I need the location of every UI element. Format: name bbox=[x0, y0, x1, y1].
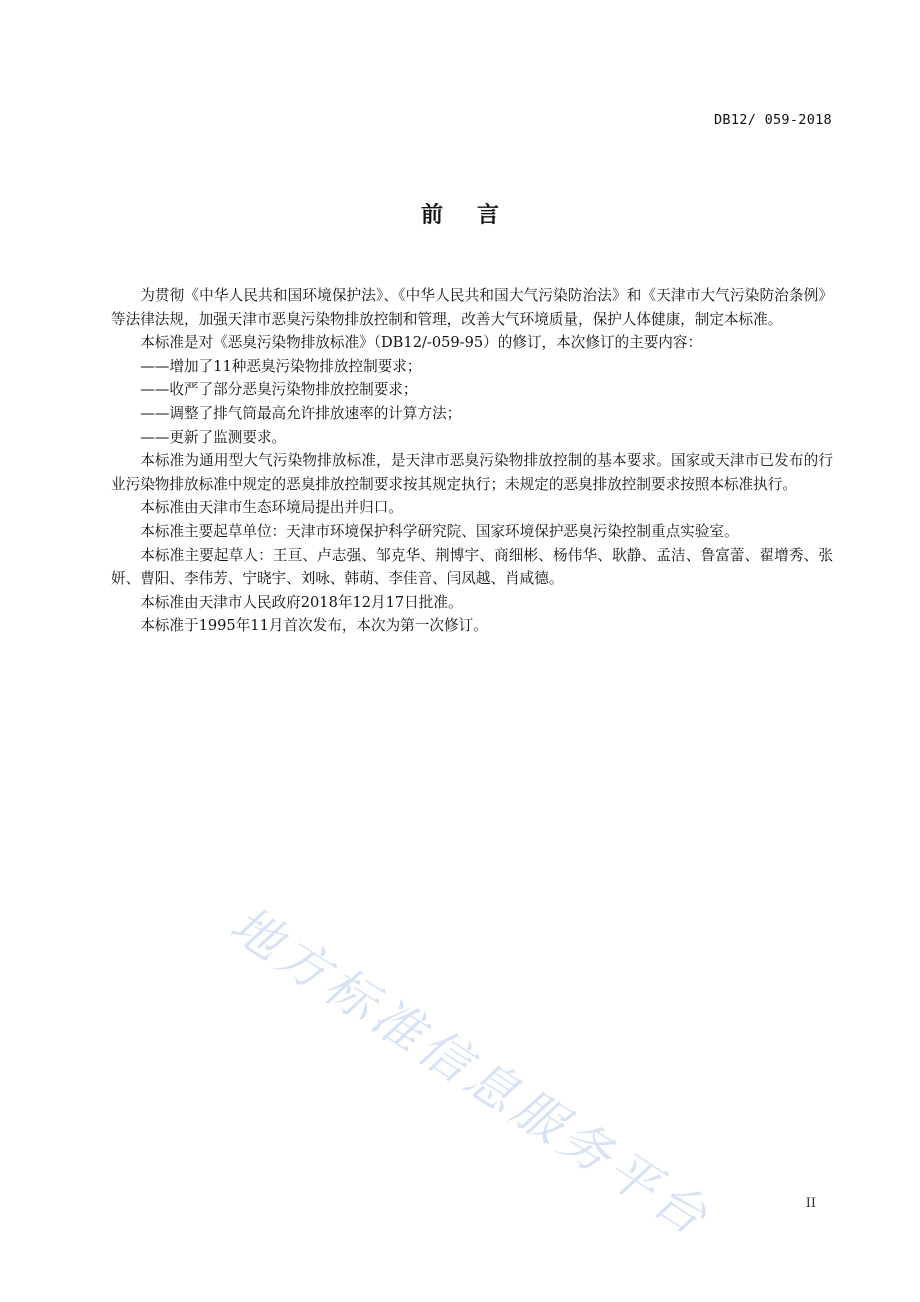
document-code: DB12/ 059-2018 bbox=[714, 112, 832, 128]
paragraph-drafting-units: 本标准主要起草单位：天津市环境保护科学研究院、国家环境保护恶臭污染控制重点实验室。 bbox=[140, 522, 739, 540]
list-item: ——增加了11种恶臭污染物排放控制要求； bbox=[140, 357, 422, 375]
title-char-2: 言 bbox=[477, 203, 500, 228]
page-title bbox=[0, 198, 920, 229]
title-char-1: 前 bbox=[420, 203, 443, 228]
paragraph-proposer: 本标准由天津市生态环境局提出并归口。 bbox=[140, 499, 403, 517]
paragraph-purpose: 为贯彻《中华人民共和国环境保护法》、《中华人民共和国大气污染防治法》和《天津市大气污染防治条例》等法律法规，加强天津市恶臭污染物排放控制和管理，改善大气环境质量，保护人体健康，制定本标准。 bbox=[111, 287, 833, 328]
paragraph-history: 本标准于1995年11月首次发布，本次为第一次修订。 bbox=[140, 617, 488, 635]
list-item: ——调整了排气筒最高允许排放速率的计算方法； bbox=[140, 404, 462, 422]
paragraph-scope: 本标准为通用型大气污染物排放标准，是天津市恶臭污染物排放控制的基本要求。国家或天津市已发布的行业污染物排放标准中规定的恶臭排放控制要求按其规定执行；未规定的恶臭排放控制要求按照本标准执行。 bbox=[111, 452, 833, 493]
foreword-body bbox=[111, 284, 833, 638]
paragraph-approval: 本标准由天津市人民政府2018年12月17日批准。 bbox=[140, 593, 463, 611]
page-number: II bbox=[805, 1196, 816, 1211]
paragraph-drafters: 本标准主要起草人：王亘、卢志强、邹克华、荆博宇、商细彬、杨伟华、耿静、孟洁、鲁富蕾、翟增秀、张妍、曹阳、李伟芳、宁晓宇、刘咏、韩萌、李佳音、闫凤越、肖咸德。 bbox=[111, 546, 833, 588]
watermark: 地方标准信息服务平台 bbox=[220, 895, 722, 1249]
list-item: ——更新了监测要求。 bbox=[140, 428, 287, 446]
paragraph-revision-intro: 本标准是对《恶臭污染物排放标准》（DB12/-059-95）的修订，本次修订的主要内容： bbox=[140, 334, 703, 352]
list-item: ——收严了部分恶臭污染物排放控制要求； bbox=[140, 381, 418, 399]
